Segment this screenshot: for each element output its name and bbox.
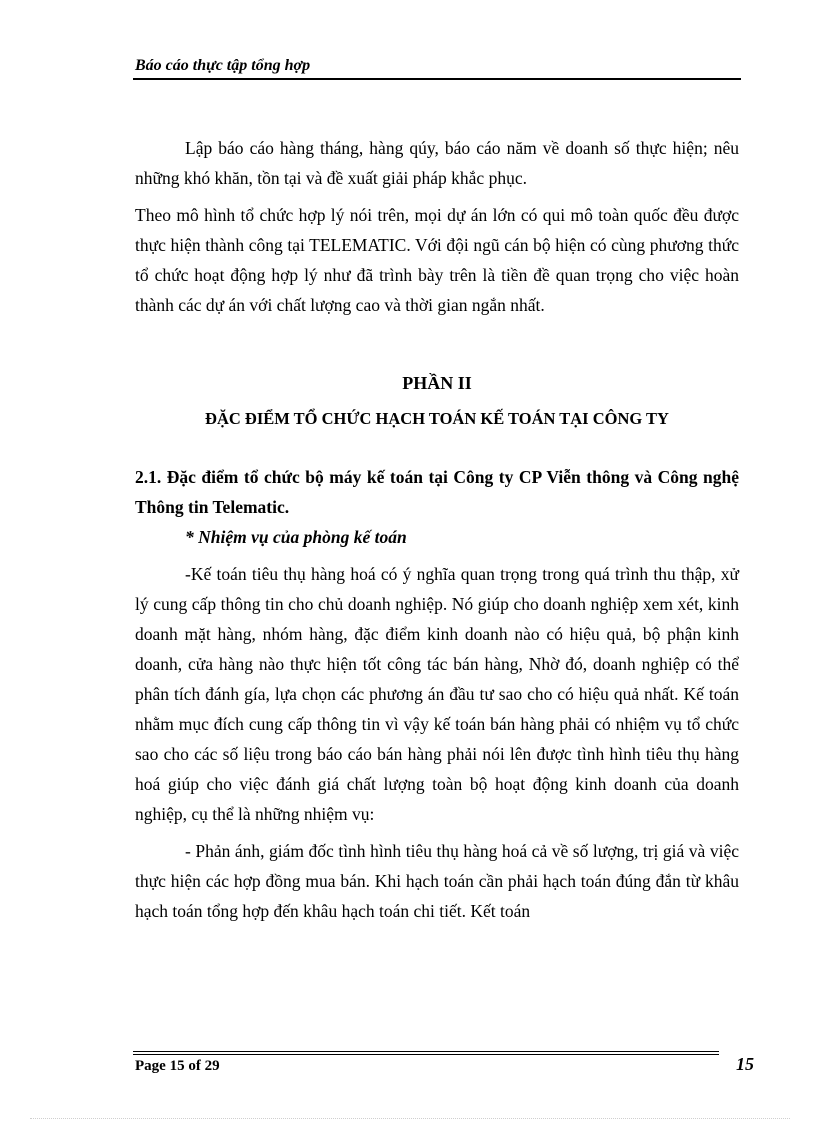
footer-rule-double <box>133 1054 719 1055</box>
section-heading: 2.1. Đặc điểm tổ chức bộ máy kế toán tại Công ty CP Viễn thông và Công nghệ Thông tin Telematic. <box>135 467 739 517</box>
part-title: PHẦN II <box>402 373 472 393</box>
header-title: Báo cáo thực tập tổng hợp <box>135 57 311 74</box>
paragraph-report-duties: Lập báo cáo hàng tháng, hàng qúy, báo cáo năm về doanh số thực hiện; nêu những khó khăn, tồn tại và đề xuất giải pháp khắc phục. <box>135 138 739 188</box>
part-subtitle: ĐẶC ĐIỂM TỔ CHỨC HẠCH TOÁN KẾ TOÁN TẠI CÔNG TY <box>205 409 669 428</box>
footer-page-label: Page 15 of 29 <box>135 1058 220 1074</box>
sub-heading: * Nhiệm vụ của phòng kế toán <box>185 527 407 547</box>
paragraph-duty-reflect: - Phản ánh, giám đốc tình hình tiêu thụ hàng hoá cả về số lượng, trị giá và việc thực hiện các hợp đồng mua bán. Khi hạch toán cần phải hạch toán đúng đắn từ khâu hạch toán tổng hợp đến khâu hạch toán chi tiết. Kết toán <box>135 841 739 921</box>
paragraph-organization-model: Theo mô hình tổ chức hợp lý nói trên, mọi dự án lớn có qui mô toàn quốc đều được thực hiện thành công tại TELEMATIC. Với đội ngũ cán bộ hiện có cùng phương thức tổ chức hoạt động hợp lý như đã trình bày trên là tiền đề quan trọng cho việc hoàn thành các dự án với chất lượng cao và thời gian ngắn nhất. <box>135 205 739 315</box>
header-rule <box>133 78 741 80</box>
footer-rule <box>133 1051 719 1052</box>
page-body <box>135 133 739 926</box>
paragraph-sales-accounting: -Kế toán tiêu thụ hàng hoá có ý nghĩa quan trọng trong quá trình thu thập, xử lý cung cấp thông tin cho chủ doanh nghiệp. Nó giúp cho doanh nghiệp xem xét, kinh doanh mặt hàng, nhóm hàng, đặc điểm kinh doanh nào có hiệu quả, bộ phận kinh doanh, cửa hàng nào thực hiện tốt công tác bán hàng, Nhờ đó, doanh nghiệp có thể phân tích đánh gía, lựa chọn các phương án đầu tư sao cho có hiệu quả nhất. Kế toán nhằm mục đích cung cấp thông tin vì vậy kế toán bán hàng phải có nhiệm vụ tổ chức sao cho các số liệu trong báo cáo bán hàng phải nói lên được tình hình tiêu thụ hàng hoá giúp cho việc đánh giá chất lượng toàn bộ hoạt động kinh doanh của doanh nghiệp, cụ thể là những nhiệm vụ: <box>135 564 739 824</box>
footer-page-number: 15 <box>736 1054 754 1074</box>
page-edge-divider <box>30 1118 790 1119</box>
